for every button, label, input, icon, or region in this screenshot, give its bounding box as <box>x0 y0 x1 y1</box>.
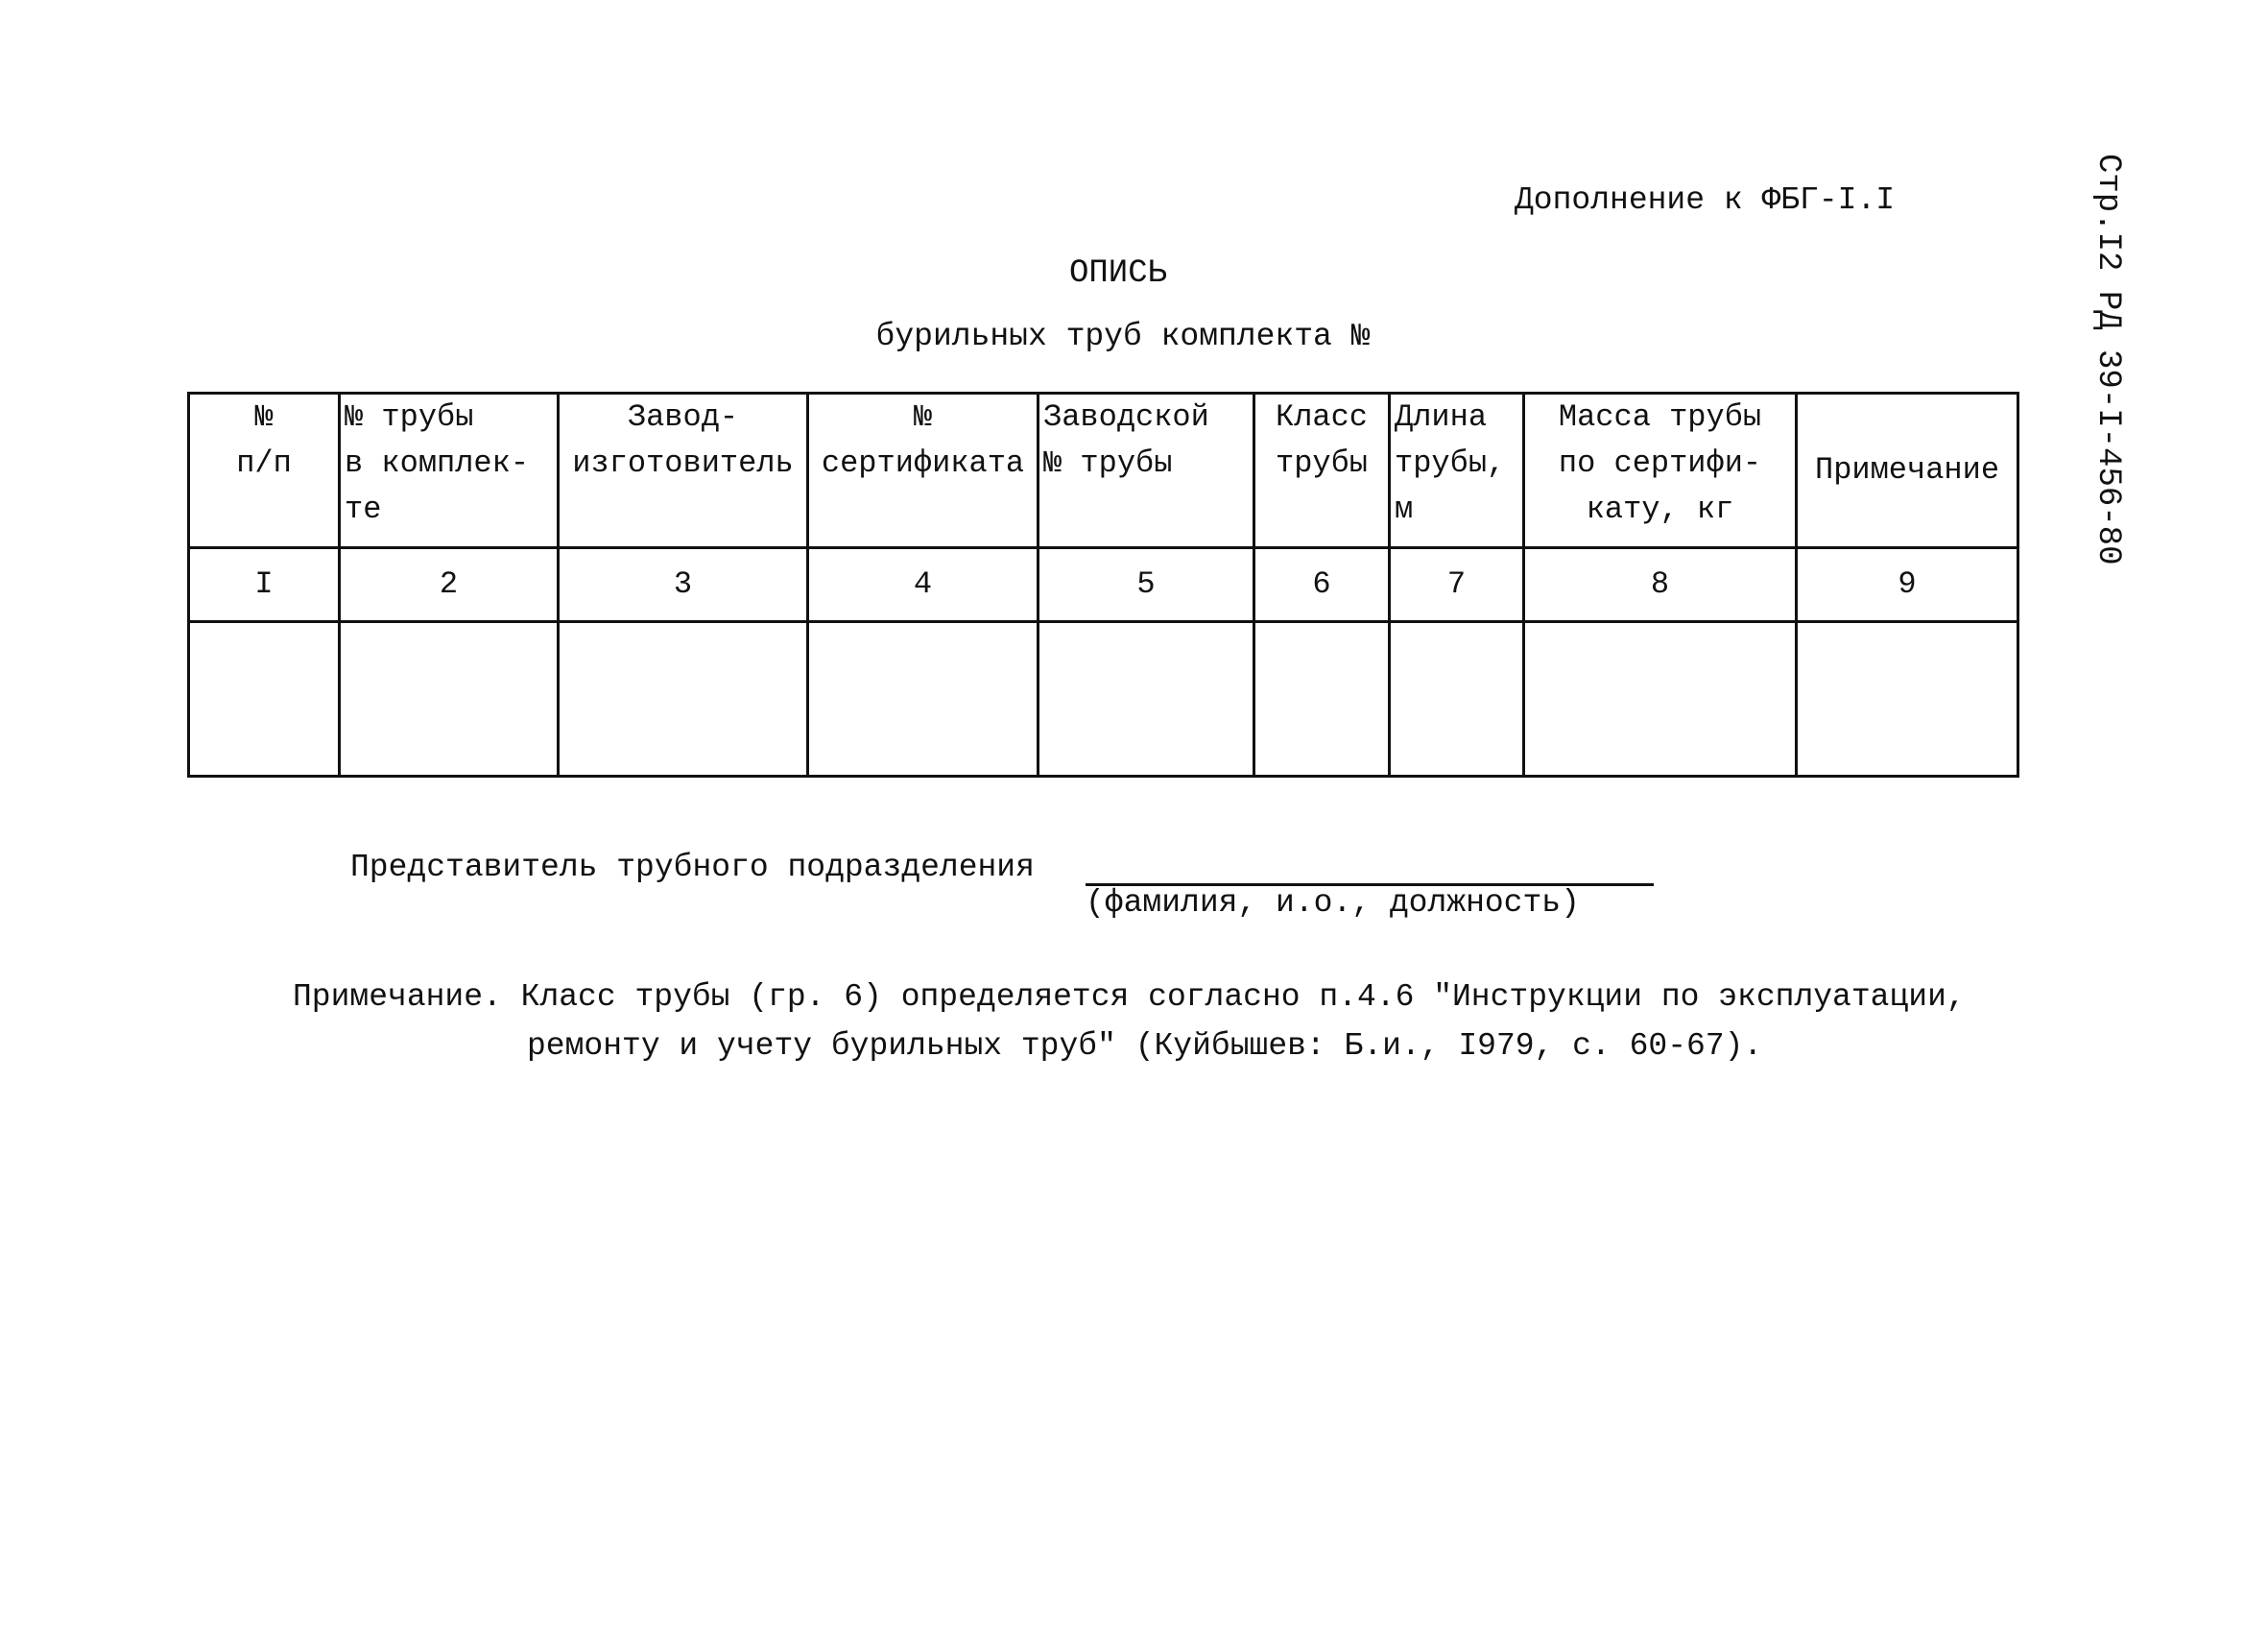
empty-cell <box>808 622 1039 777</box>
empty-cell <box>1524 622 1797 777</box>
header-cell-length: Длина трубы, м <box>1390 394 1524 548</box>
empty-cell <box>1797 622 2018 777</box>
column-number: 8 <box>1524 548 1797 622</box>
column-number: 2 <box>340 548 559 622</box>
column-number: 4 <box>808 548 1039 622</box>
document-title: ОПИСЬ <box>1068 255 1168 292</box>
empty-cell <box>1254 622 1390 777</box>
supplement-label: Дополнение к ФБГ-I.I <box>1515 182 1896 218</box>
page-reference: Стр.I2 РД 39-I-456-80 <box>2089 154 2126 565</box>
header-cell-class: Класс трубы <box>1254 394 1390 548</box>
empty-cell <box>1039 622 1254 777</box>
note-line-1: Примечание. Класс трубы (гр. 6) определяется согласно п.4.6 "Инструкции по эксплуатации, <box>293 979 1966 1015</box>
signature-caption: (фамилия, и.о., должность) <box>1086 885 1580 921</box>
header-cell-number: № п/п <box>189 394 340 548</box>
empty-cell <box>189 622 340 777</box>
header-cell-pipe-in-set: № трубы в комплек- те <box>340 394 559 548</box>
column-number-row <box>189 548 2018 622</box>
representative-label: Представитель трубного подразделения <box>350 850 1035 885</box>
column-number: 5 <box>1039 548 1254 622</box>
header-cell-remarks: Примечание <box>1797 394 2018 548</box>
header-cell-factory-number: Заводской № трубы <box>1039 394 1254 548</box>
column-number: 9 <box>1797 548 2018 622</box>
document-subtitle: бурильных труб комплекта № <box>875 319 1371 354</box>
inventory-table <box>187 392 2019 778</box>
empty-data-row <box>189 622 2018 777</box>
note-line-2: ремонту и учету бурильных труб" (Куйбышев: Б.и., I979, с. 60-67). <box>527 1028 1763 1064</box>
header-cell-certificate: № сертификата <box>808 394 1039 548</box>
empty-cell <box>340 622 559 777</box>
column-number: 7 <box>1390 548 1524 622</box>
header-row <box>189 394 2018 548</box>
column-number: I <box>189 548 340 622</box>
header-cell-manufacturer: Завод- изготовитель <box>559 394 808 548</box>
column-number: 3 <box>559 548 808 622</box>
empty-cell <box>559 622 808 777</box>
empty-cell <box>1390 622 1524 777</box>
column-number: 6 <box>1254 548 1390 622</box>
header-cell-mass: Масса трубы по сертифи- кату, кг <box>1524 394 1797 548</box>
